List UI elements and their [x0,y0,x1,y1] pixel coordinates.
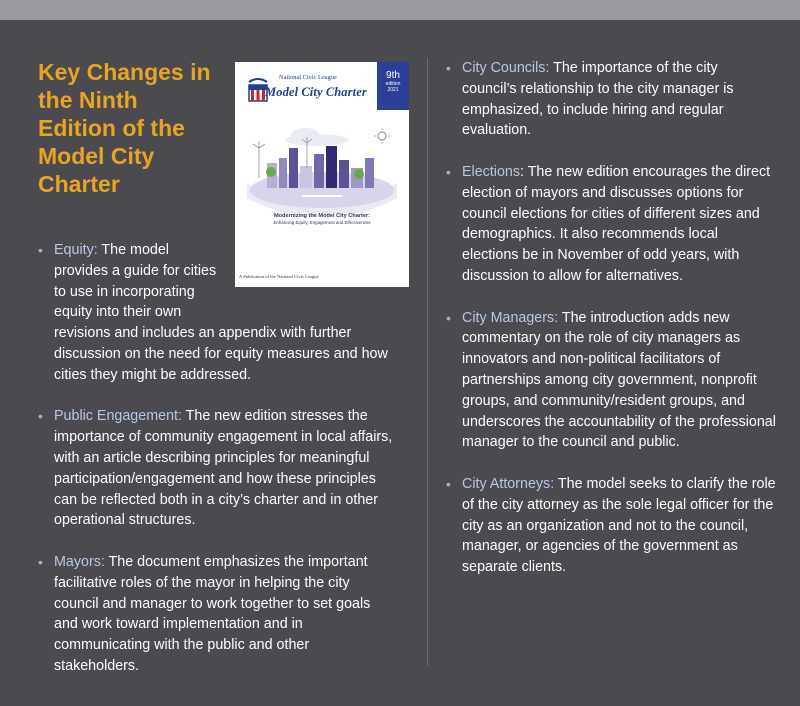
top-bar [0,0,800,20]
edition-badge [377,62,409,110]
item-term: Elections [462,163,521,180]
item-text: The importance of the city council’s relationship to the city manager is emphasized, to include hiring and regular evaluation. [462,60,734,139]
cover-title: Model City Charter [265,85,367,99]
bullet-icon: • [38,553,43,570]
item-term: City Councils: [462,60,550,76]
bullet-icon: • [446,475,451,492]
city-skyline-illustration [247,128,397,213]
item-text: The new edition stresses the importance of community engagement in local affairs, with an article describing principles for meaningful participation/engagement and how these principles can be reflected both in a city’s charter and in other operational structures. [54,408,393,529]
bullet-icon: • [38,408,43,425]
list-item [446,58,776,141]
list-item [38,552,398,677]
list-item [446,474,776,578]
item-term: Public Engagement: [54,408,182,425]
item-term: Mayors: [54,553,105,570]
cover-publisher: A Publication of the National Civic League [239,274,319,279]
bullet-icon: • [446,163,451,180]
edition-year: 2021 [387,87,399,93]
cover-org-name: National Civic League [279,74,337,81]
right-bullet-list [446,58,776,578]
cover-tagline: Enhancing Equity, Engagement and Effectiveness [273,220,371,225]
edition-word: edition [385,81,401,87]
list-item [446,162,776,287]
item-text: The model provides a guide for cities to use in incorporating equity into their own revisions and includes an appendix with further discussion on the need for equity measures and how cities they might be addressed. [54,242,388,383]
item-text: The document emphasizes the important facilitative roles of the mayor in helping the city council and manager to work together to set goals and work toward implementation and in communicating with the public and other stakeholders. [54,553,371,674]
right-column [446,58,776,599]
item-term: Equity: [54,242,98,258]
item-text: The model seeks to clarify the role of the city attorney as the sole legal officer for the city as an organization and not to the council, manager, or agencies of the government as separate clients. [462,475,776,576]
item-text: : The new edition encourages the direct election of mayors and discusses options for council elections for cities of different sizes and demographics. It also recommends local elections be in November of odd years, with discussion to allow for alternatives. [462,163,771,284]
bullet-icon: • [446,309,451,326]
item-term: City Attorneys: [462,475,555,492]
left-bullet-list [38,240,398,677]
cover-subtitle: Modernizing the Model City Charter: [273,213,371,219]
item-term: City Managers: [462,309,559,326]
list-item [446,308,776,454]
list-item [38,406,398,531]
column-divider [427,58,428,666]
book-cover-image [235,62,409,287]
page-title: Key Changes in the Ninth Edition of the Model City Charter [38,59,211,197]
bullet-icon: • [446,60,451,76]
edition-number: 9th [386,70,400,81]
bullet-icon: • [38,242,43,258]
item-text: The introduction adds new commentary on the role of city managers as innovators and non-political facilitators of partnerships among city government, nonprofit groups, and community/resident groups, and underscores the accountability of the professional manager to the council and public. [462,309,776,451]
